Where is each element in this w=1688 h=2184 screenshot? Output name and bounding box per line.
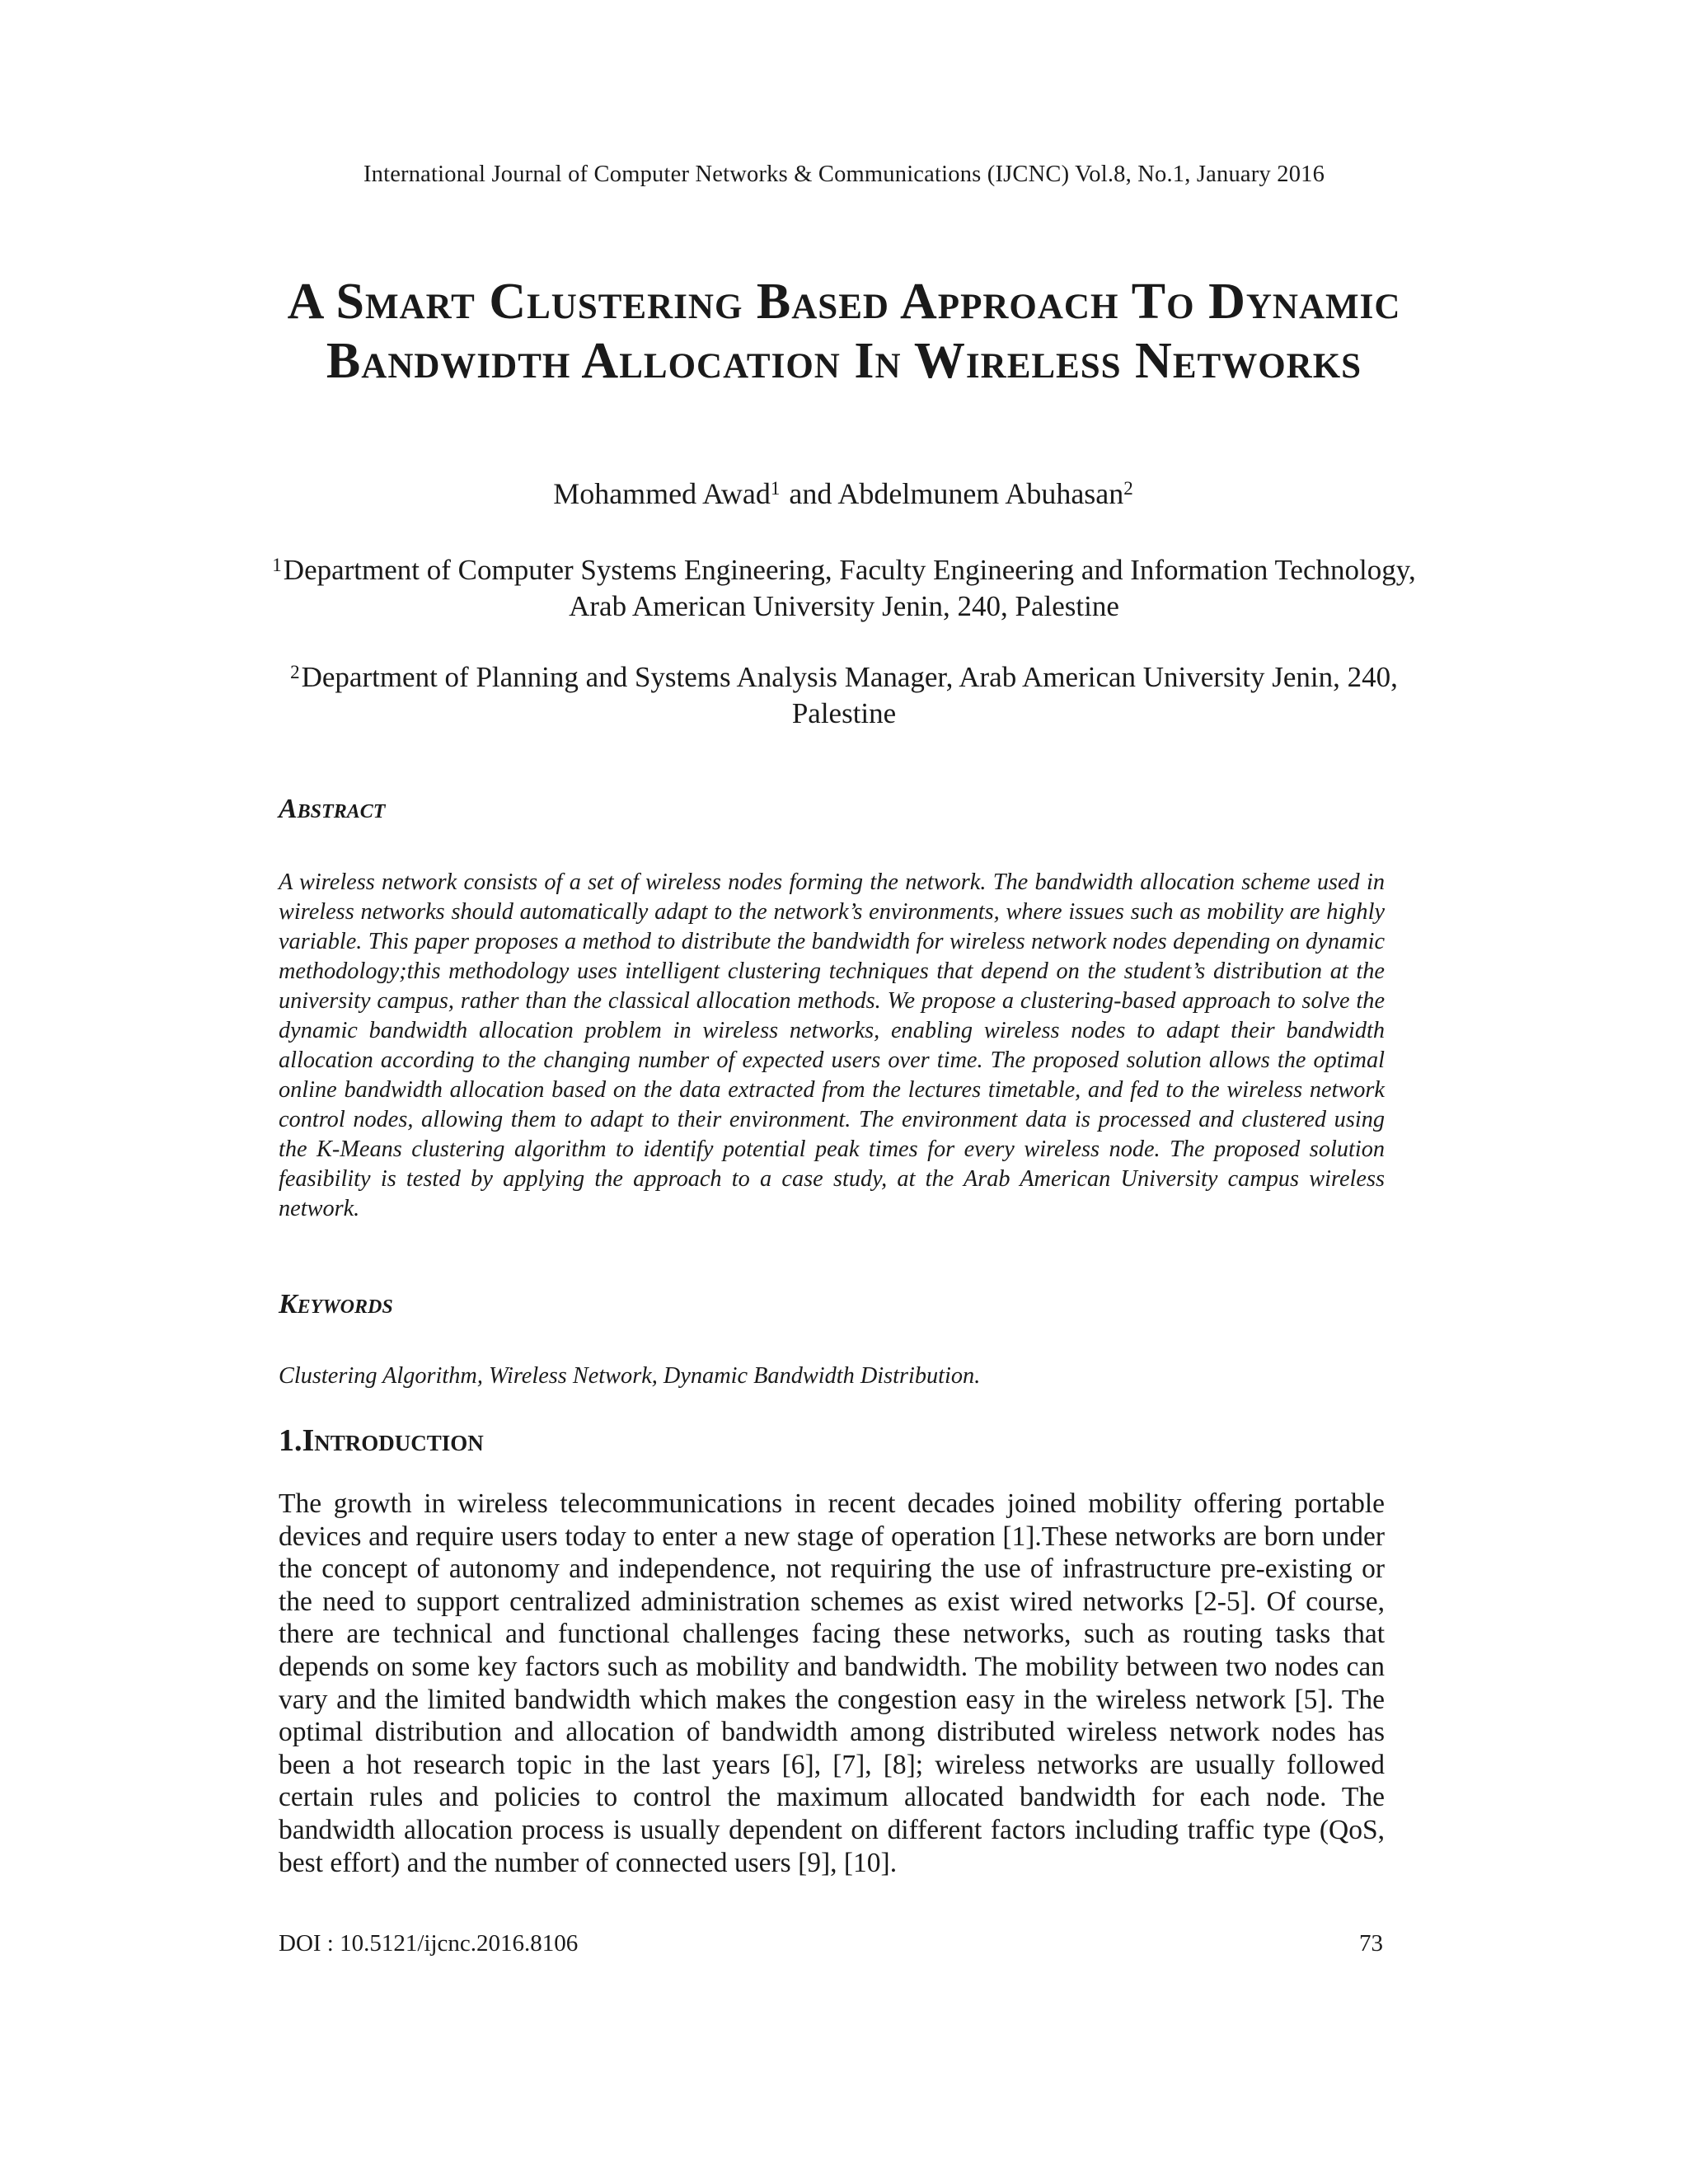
abstract-heading: Abstract	[279, 794, 386, 824]
author-name: Abdelmunem Abuhasan	[837, 477, 1124, 510]
abstract-text: A wireless network consists of a set of wireless nodes forming the network. The bandwidth allocation scheme used in wireless networks should automatically adapt to the network’s environments, where issues such as mobility are highly variable. This paper proposes a method to distribute the bandwidth for wireless network nodes depending on dynamic methodology;this methodology uses intelligent clustering techniques that depend on the student’s distribution at the university campus, rather than the classical allocation methods. We propose a clustering-based approach to solve the dynamic bandwidth allocation problem in wireless networks, enabling wireless nodes to adapt their bandwidth allocation according to the changing number of expected users over time. The proposed solution allows the optimal online bandwidth allocation based on the data extracted from the lectures timetable, and fed to the wireless network control nodes, allowing them to adapt to their environment. The environment data is processed and clustered using the K-Means clustering algorithm to identify potential peak times for every wireless node. The proposed solution feasibility is tested by applying the approach to a case study, at the Arab American University campus wireless network.	[279, 869, 1385, 1221]
page-number: 73	[1359, 1930, 1383, 1957]
affiliation-mark: 2	[1123, 478, 1133, 499]
paper-title: A Smart Clustering Based Approach To Dynamic Bandwidth Allocation In Wireless Networks	[287, 274, 1401, 389]
running-header: International Journal of Computer Networks & Communications (IJCNC) Vol.8, No.1, January 2016	[363, 162, 1325, 187]
affiliation-text: Department of Computer Systems Engineering, Faculty Engineering and Information Technology, Arab American University Jenin, 240, Palestine	[283, 554, 1416, 622]
affiliation	[272, 659, 1416, 732]
keywords-heading: Keywords	[279, 1289, 393, 1319]
affiliation-text: Department of Planning and Systems Analysis Manager, Arab American University Jenin, 240, Palestine	[301, 661, 1398, 729]
affiliation-mark: 1	[272, 555, 282, 575]
section-heading-introduction: 1.Introduction	[279, 1423, 484, 1458]
author-name: Mohammed Awad	[553, 477, 771, 510]
author-joiner: and	[781, 477, 838, 510]
doi: DOI : 10.5121/ijcnc.2016.8106	[279, 1930, 579, 1957]
affiliation-mark: 2	[290, 662, 300, 682]
affiliation-mark: 1	[770, 478, 781, 499]
author-line	[0, 474, 1688, 513]
affiliation	[272, 552, 1416, 625]
introduction-paragraph: The growth in wireless telecommunications in recent decades joined mobility offering portable devices and require users today to enter a new stage of operation [1].These networks are born under the concept of autonomy and independence, not requiring the use of infrastructure pre-existing or the need to support centralized administration schemes as exist wired networks [2-5]. Of course, there are technical and functional challenges facing these networks, such as routing tasks that depends on some key factors such as mobility and bandwidth. The mobility between two nodes can vary and the limited bandwidth which makes the congestion easy in the wireless network [5]. The optimal distribution and allocation of bandwidth among distributed wireless network nodes has been a hot research topic in the last years [6], [7], [8]; wireless networks are usually followed certain rules and policies to control the maximum allocated bandwidth for each node. The bandwidth allocation process is usually dependent on different factors including traffic type (QoS, best effort) and the number of connected users [9], [10].	[279, 1488, 1385, 1878]
keywords-text: Clustering Algorithm, Wireless Network, Dynamic Bandwidth Distribution.	[279, 1363, 981, 1389]
